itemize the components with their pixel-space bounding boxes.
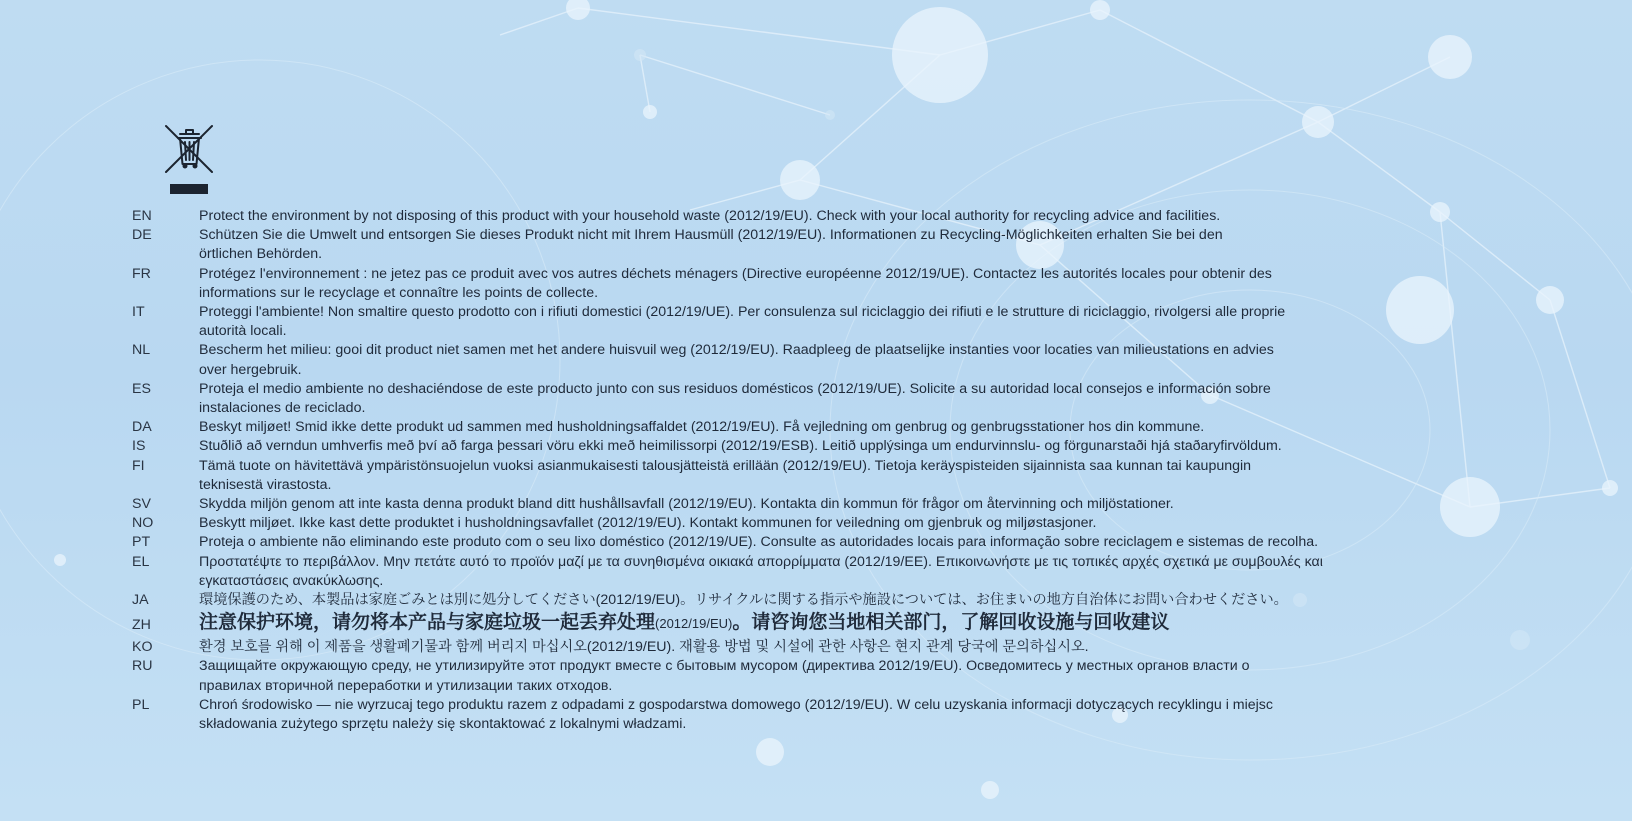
notice-pl <box>132 696 1512 734</box>
language-code: DE <box>132 227 152 244</box>
language-code: NO <box>132 515 154 532</box>
notice-es <box>132 380 1512 418</box>
notice-fi <box>132 457 1512 495</box>
language-code: IT <box>132 304 145 321</box>
language-code: FR <box>132 265 151 282</box>
language-code: NL <box>132 342 151 359</box>
notice-da <box>132 418 1512 437</box>
notice-text: Skydda miljön genom att inte kasta denna produkt bland ditt hushållsavfall (2012/19/EU). Kontakta din kommun för frågor om återvinning och miljöstationer. <box>199 496 1174 513</box>
notice-text: Proteggi l'ambiente! Non smaltire questo prodotto con i rifiuti domestici (2012/19/UE). Per consulenza sul riciclaggio dei rifiuti e le strutture di riciclaggio, rivolgersi alle proprie autorità locali. <box>199 304 1286 340</box>
notice-fr <box>132 265 1512 303</box>
notice-text: Protect the environment by not disposing of this product with your household waste (2012/19/EU). Check with your local authority for recycling advice and facilities. <box>199 208 1221 224</box>
language-code: IS <box>132 438 146 455</box>
notice-text: 환경 보호를 위해 이 제품을 생활폐기물과 함께 버리지 마십시오(2012/19/EU). 재활용 방법 및 시설에 관한 사항은 현지 관계 당국에 문의하십시오. <box>199 639 1089 656</box>
notice-text: Proteja el medio ambiente no deshaciéndose de este producto junto con sus residuos domésticos (2012/19/UE). Solicite a su autoridad local consejos e información sobre instalaciones de reciclado. <box>199 380 1271 417</box>
notice-text: Tämä tuote on hävitettävä ympäristönsuojelun vuoksi asianmukaisesti talousjätteistä erillään (2012/19/EU). Tietoja keräyspisteiden sijainnista saa kunnan tai kaupungin teknisestä virastosta. <box>199 457 1252 493</box>
language-code: SV <box>132 496 151 513</box>
notice-nl <box>132 341 1512 379</box>
notice-text-part: 。请咨询您当地相关部门，了解回收设施与回收建议 <box>732 612 1170 634</box>
notice-ru <box>132 657 1512 695</box>
notice-text: Schützen Sie die Umwelt und entsorgen Sie dieses Produkt nicht mit Ihrem Hausmüll (2012/19/EU). Informationen zu Recycling-Möglichkeiten erhalten Sie bei den örtlichen Behörden. <box>199 227 1223 263</box>
notice-zh <box>132 610 1512 638</box>
language-code: RU <box>132 658 153 675</box>
notice-pt <box>132 533 1512 552</box>
notice-text: Proteja o ambiente não eliminando este produto com o seu lixo doméstico (2012/19/UE). Consulte as autoridades locais para informação sobre reciclagem e sistemas de recolha. <box>199 534 1319 551</box>
notice-en <box>132 207 1512 226</box>
notice-ja <box>132 591 1512 610</box>
notice-no <box>132 514 1512 533</box>
language-code: DA <box>132 419 152 436</box>
language-code: EL <box>132 553 150 570</box>
notice-ko <box>132 638 1512 657</box>
language-code: JA <box>132 592 149 609</box>
language-code: PT <box>132 534 151 551</box>
notice-it <box>132 303 1512 341</box>
notice-sv <box>132 495 1512 514</box>
language-code: ES <box>132 380 151 397</box>
language-code: KO <box>132 639 153 656</box>
notice-text: Beskytt miljøet. Ikke kast dette produktet i husholdningsavfallet (2012/19/EU). Kontakt kommunen for veiledning om gjenbruk og miljøstasjoner. <box>199 515 1097 532</box>
notice-text: Stuðlið að verndun umhverfis með því að farga þessari vöru ekki með heimilissorpi (2012/19/ESB). Leitið upplýsinga um endurvinnslu- og förgunarstaði hjá staðaryfirvöldum. <box>199 438 1282 455</box>
notice-text: Bescherm het milieu: gooi dit product niet samen met het andere huisvuil weg (2012/19/EU). Raadpleeg de plaatselijke instanties voor locaties van milieustations en advies over hergebruik. <box>199 342 1274 378</box>
language-code: FI <box>132 457 145 474</box>
notice-text: Προστατέψτε το περιβάλλον. Μην πετάτε αυτό το προϊόν μαζί με τα συνηθισμένα οικιακά απορρίμματα (2012/19/ΕΕ). Επικοινωνήστε με τις τοπικές αρχές σχετικά με συμβουλές και εγκαταστάσεις ανακύκλωσης. <box>199 553 1323 589</box>
notice-text: Chroń środowisko — nie wyrzucaj tego produktu razem z odpadami z gospodarstwa domowego (2012/19/EU). W celu uzyskania informacji dotyczących recyklingu i miejsc składowania zużytego sprzętu należy się skontaktować z lokalnymi władzami. <box>199 696 1273 733</box>
notice-text-directive: (2012/19/EU) <box>655 616 733 632</box>
notice-de <box>132 226 1512 264</box>
notice-el <box>132 553 1512 591</box>
language-code: PL <box>132 696 150 713</box>
notice-text: Защищайте окружающую среду, не утилизируйте этот продукт вместе с бытовым мусором (директива 2012/19/EU). Осведомитесь у местных органов власти о правилах вторичной переработки и утилизации таких отходов. <box>199 658 1250 694</box>
notice-is <box>132 437 1512 456</box>
weee-crossed-bin-icon <box>164 124 214 196</box>
notice-text-part: 注意保护环境，请勿将本产品与家庭垃圾一起丢弃处理 <box>199 612 656 634</box>
language-code: ZH <box>132 617 151 634</box>
disposal-notice-list <box>132 207 1512 734</box>
language-code: EN <box>132 208 152 224</box>
notice-text: 環境保護のため、本製品は家庭ごみとは別に処分してください(2012/19/EU)。リサイクルに関する指示や施設については、お住まいの地方自治体にお問い合わせください。 <box>199 592 1288 609</box>
notice-text: Beskyt miljøet! Smid ikke dette produkt ud sammen med husholdningsaffaldet (2012/19/EU). Få vejledning om genbrug og genbrugsstationer hos din kommune. <box>199 419 1205 436</box>
notice-text <box>199 610 1512 638</box>
notice-text: Protégez l'environnement : ne jetez pas ce produit avec vos autres déchets ménagers (Directive européenne 2012/19/UE). Contactez les autorités locales pour obtenir des informations sur le recyclage et connaître les points de collecte. <box>199 265 1272 301</box>
